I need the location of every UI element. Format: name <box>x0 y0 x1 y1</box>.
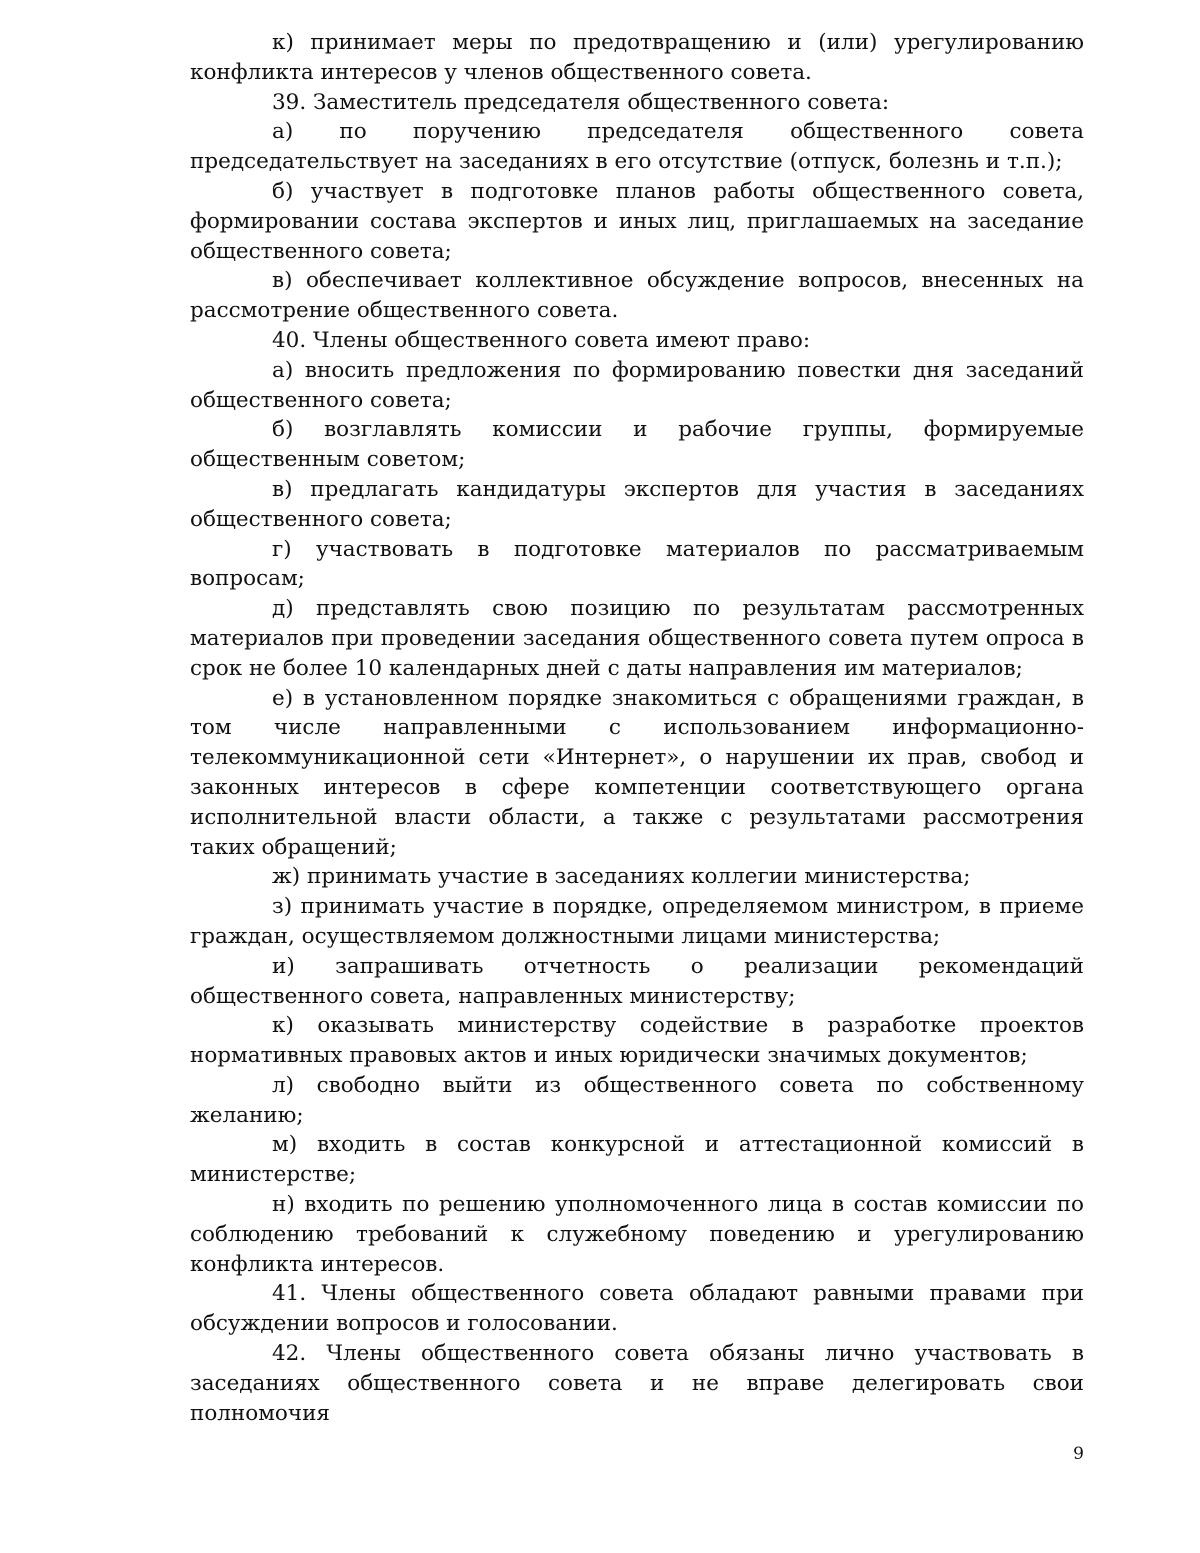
paragraph: 39. Заместитель председателя общественного совета: <box>272 89 890 115</box>
paragraph: м) входить в состав конкурсной и аттестационной комиссий в министерстве; <box>190 1132 1084 1188</box>
paragraph: 40. Члены общественного совета имеют право: <box>272 327 811 353</box>
paragraph: в) предлагать кандидатуры экспертов для участия в заседаниях общественного совета; <box>190 476 1084 532</box>
paragraph: 42. Члены общественного совета обязаны лично участвовать в заседаниях общественного совета и не вправе делегировать свои полномочия <box>190 1341 1084 1426</box>
paragraph: д) представлять свою позицию по результатам рассмотренных материалов при проведении заседания общественного совета путем опроса в срок не более 10 календарных дней с даты направления им материалов; <box>190 596 1084 681</box>
paragraph: з) принимать участие в порядке, определяемом министром, в приеме граждан, осуществляемом должностными лицами министерства; <box>190 894 1084 949</box>
paragraph: л) свободно выйти из общественного совета по собственному желанию; <box>190 1072 1084 1128</box>
paragraph: б) участвует в подготовке планов работы общественного совета, формировании состава экспертов и иных лиц, приглашаемых на заседание общественного совета; <box>190 178 1084 264</box>
paragraph: в) обеспечивает коллективное обсуждение вопросов, внесенных на рассмотрение общественного совета. <box>190 268 1084 324</box>
paragraph: а) по поручению председателя общественного совета председательствует на заседаниях в его отсутствие (отпуск, болезнь и т.п.); <box>190 119 1084 175</box>
paragraph: г) участвовать в подготовке материалов по рассматриваемым вопросам; <box>190 536 1084 592</box>
paragraph: е) в установленном порядке знакомиться с обращениями граждан, в том числе направленными с использованием информационно-телекоммуникационной сети «Интернет», о нарушении их прав, свобод и законных интересов в сфере компетенции соответствующего органа исполнительной власти области, а также с результатами рассмотрения таких обращений; <box>190 685 1084 860</box>
paragraph: б) возглавлять комиссии и рабочие группы, формируемые общественным советом; <box>190 417 1084 473</box>
page-number: 9 <box>1073 1444 1084 1464</box>
paragraph: к) принимает меры по предотвращению и (или) урегулированию конфликта интересов у членов общественного совета. <box>190 30 1084 85</box>
paragraph: н) входить по решению уполномоченного лица в состав комиссии по соблюдению требований к служебному поведению и урегулированию конфликта интересов. <box>190 1192 1084 1277</box>
paragraph: и) запрашивать отчетность о реализации рекомендаций общественного совета, направленных министерству; <box>190 953 1084 1009</box>
paragraph: ж) принимать участие в заседаниях коллегии министерства; <box>272 864 971 890</box>
paragraph: к) оказывать министерству содействие в разработке проектов нормативных правовых актов и иных юридически значимых документов; <box>190 1013 1084 1069</box>
paragraph: а) вносить предложения по формированию повестки дня заседаний общественного совета; <box>190 357 1084 413</box>
paragraph: 41. Члены общественного совета обладают равными правами при обсуждении вопросов и голосовании. <box>190 1281 1084 1337</box>
document-body <box>190 28 1084 1428</box>
